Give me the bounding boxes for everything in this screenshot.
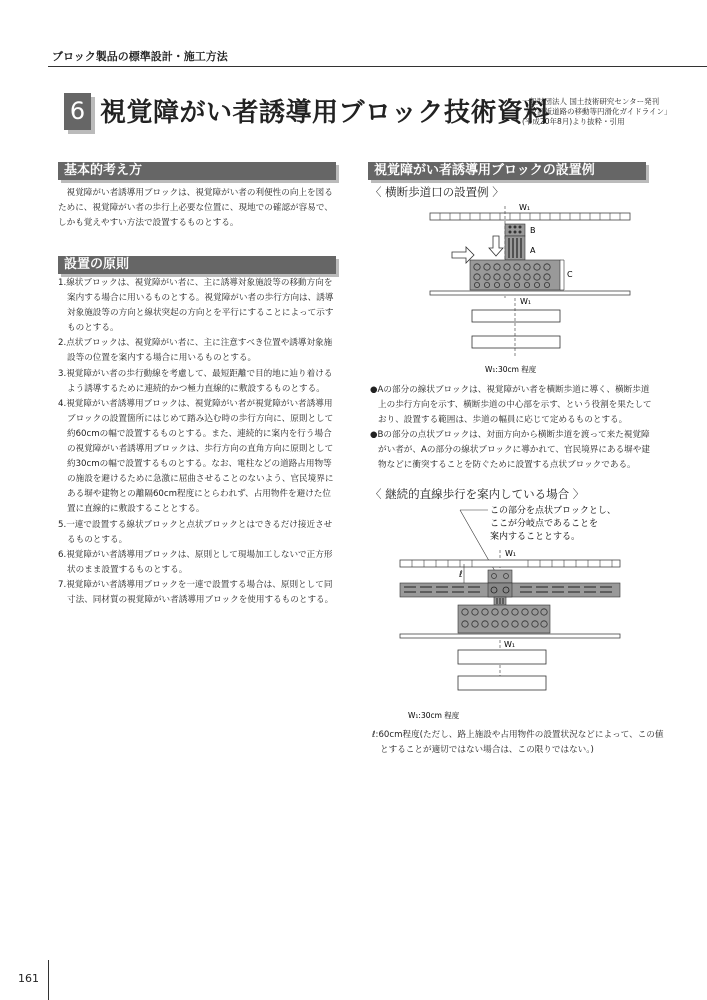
c-dot-blocks [470,260,560,290]
label-a: A [530,246,536,255]
basic-text: 視覚障がい者誘導用ブロックは、視覚障がい者の利便性の向上を図るために、視覚障がい者の歩行上必要な位置に、現地での確認が容易で、しかも覚えやすい方法で設置するものとする。 [58,188,333,228]
example1-subheading: 〈 横断歩道口の設置例 〉 [370,185,504,199]
example2-footnote: ℓ:60cm程度(ただし、路上施設や占用物件の設置状況などによって、この値とすることが適切ではない場合は、この限りではない。) [372,730,664,755]
down-arrow-icon [489,236,503,256]
vertical-line-blocks [494,597,506,605]
section-number: 6 [64,93,91,130]
crosswalk-dot-blocks [458,605,550,633]
w1-mid-label: W₁ [504,640,516,649]
branch-diagram [360,500,660,720]
note-b: ●Bの部分の点状ブロックは、対面方向から横断歩道を渡って来た視覚障がい者が、Aの部分の線状ブロックに導かれて、官民境界にある塀や建物などに衝突することを防ぐために設置する点状ブロックである。 [370,430,650,470]
header-rule [48,66,707,67]
crosswalk-stripe [472,310,560,322]
a-line-blocks [505,236,525,260]
principle-item: 3.視覚障がい者の歩行動線を考慮して、最短距離で目的地に辿り着けるよう誘導するために連続的かつ極力直線的に敷設するものとする。 [58,368,333,394]
label-c: C [567,270,573,279]
running-header: ブロック製品の標準設計・施工方法 [52,50,228,63]
crosswalk-stripe [458,650,546,664]
page-number: 161 [18,972,39,985]
w1-top-label: W₁ [505,549,517,558]
diagram2-caption: W₁:30cm 程度 [408,711,460,720]
callout-line: 案内することとする。 [490,532,581,542]
example1-notes [370,383,652,473]
principle-item: 2.点状ブロックは、視覚障がい者に、主に注意すべき位置や誘導対象施設等の位置を案内する場合に用いるものとする。 [58,338,333,364]
source-line: 一般財団法人 国土技術研究センター発刊 [522,97,660,106]
source-line: 「改訂版道路の移動等円滑化ガイドライン」 [522,107,672,116]
principle-item: 7.視覚障がい者誘導用ブロックを一連で設置する場合は、原則として同寸法、同材質の視覚障がい者誘導用ブロックを使用するものとする。 [58,579,334,605]
source-citation [522,97,672,127]
label-l: ℓ [459,570,463,580]
crosswalk-stripe [458,676,546,690]
example2-subheading: 〈 継続的直線歩行を案内している場合 〉 [370,487,585,501]
continuous-line-blocks [400,583,620,597]
principle-item: 5.一連で設置する線状ブロックと点状ブロックとはできるだけ接近させるものとする。 [58,519,333,545]
crosswalk-diagram [360,198,660,376]
source-line: (平成20年8月)より抜粋・引用 [522,117,625,126]
principle-heading: 設置の原則 [58,256,336,274]
example-heading: 視覚障がい者誘導用ブロックの設置例 [368,162,646,180]
diagram1-caption: W₁:30cm 程度 [485,365,537,374]
principle-list [58,276,336,608]
bottom-curb-strip [400,634,620,638]
callout-line: ここが分岐点であることを [490,519,599,529]
principle-item: 4.視覚障がい者誘導用ブロックは、視覚障がい者が視覚障がい者誘導用ブロックの設置箇所にはじめて踏み込む時の歩行方向に、原則として約60cmの幅で設置するものとする。また、連続的に案内を行う場合の視覚障がい者誘導用ブロックは、歩行方向の直角方向に原則として約30cmの幅で設置するものとする。なお、電柱などの道路占用物等の施設を避けるために急激に屈曲させることのないよう、官民境界にある塀や建物との離隔60cm程度にとらわれず、占用物件を避けた位置に直線的に敷設することとする。 [58,398,334,515]
note-a: ●Aの部分の線状ブロックは、視覚障がい者を横断歩道に導く、横断歩道上の歩行方向を示す、横断歩道の中心部を示す、という役割を果たしており、設置する範囲は、歩道の幅員に応じて定めるものとする。 [370,385,652,425]
page-title: 視覚障がい者誘導用ブロック技術資料 [100,98,550,128]
crosswalk-stripe [472,336,560,348]
footer-rule [48,960,49,1000]
basic-heading: 基本的考え方 [58,162,336,180]
bottom-curb-strip [430,291,630,295]
b-dot-blocks [505,224,525,236]
principle-item: 6.視覚障がい者誘導用ブロックは、原則として現場加工しないで正方形状のまま設置するものとする。 [58,549,333,575]
w1-mid-label: W₁ [520,297,532,306]
principle-item: 1.線状ブロックは、視覚障がい者に、主に誘導対象施設等の移動方向を案内する場合に用いるものとする。視覚障がい者の歩行方向は、誘導対象施設等の方向と線状突起の方向とを平行にすることによって示すものとする。 [58,278,334,334]
callout-line: この部分を点状ブロックとし、 [490,506,616,516]
label-b: B [530,226,536,235]
top-curb-strip [400,560,620,567]
top-curb-strip [430,213,630,220]
branch-dot-blocks [488,570,512,583]
w1-top-label: W₁ [519,203,531,212]
